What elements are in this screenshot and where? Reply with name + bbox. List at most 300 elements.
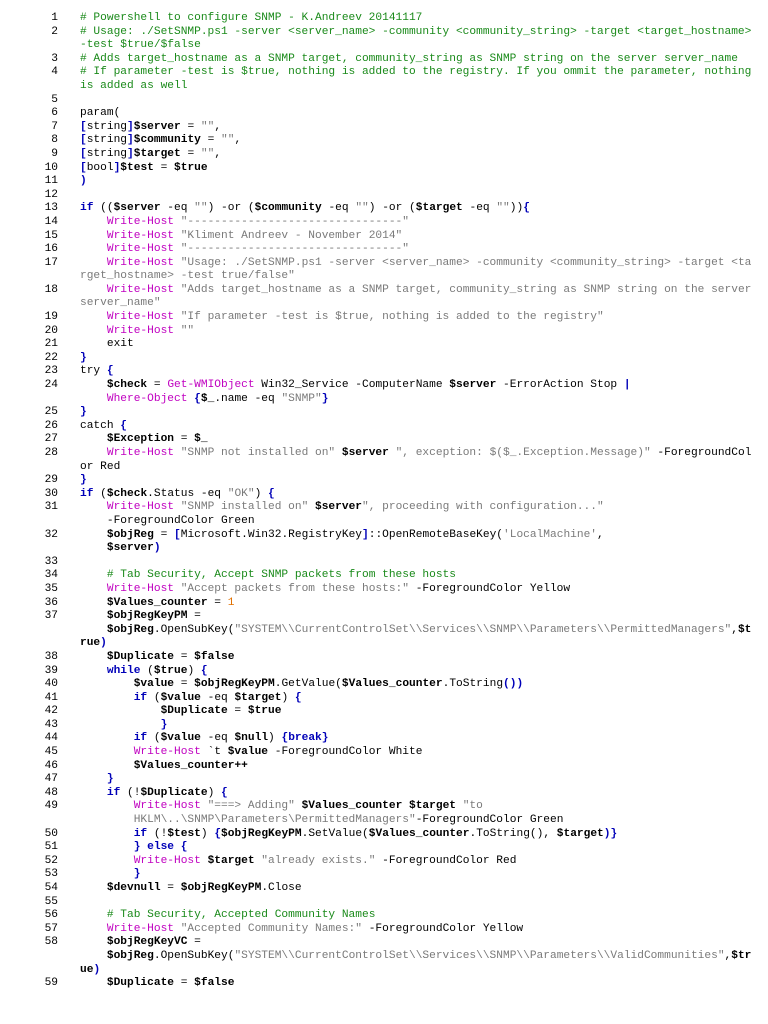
line-text [80,488,754,502]
code-token: ( [140,664,154,677]
line-text [80,12,754,26]
line-number: 44 [44,732,58,745]
code-listing [0,12,768,991]
code-token: ", proceeding with configuration..." [362,501,604,514]
code-token: = [207,596,228,609]
code-token: $test [120,161,154,174]
code-line [0,257,768,284]
code-token: .Status -eq [147,487,228,500]
line-text [80,325,754,339]
line-text [80,420,754,434]
line-number: 40 [44,678,58,691]
code-line [0,311,768,325]
code-token [174,230,181,242]
code-token [80,800,134,812]
code-line [0,148,768,162]
code-line [0,162,768,176]
code-token: "--------------------------------" [180,243,409,256]
line-number: 21 [44,338,58,351]
line-number: 43 [44,718,58,731]
code-token: = [153,528,175,541]
line-number: 29 [44,474,58,487]
code-token: ) [254,487,269,500]
code-token: Write-Host [106,501,174,514]
code-token: { [523,202,530,215]
code-token: if [80,487,94,500]
code-token [80,787,107,799]
code-token [80,651,107,663]
code-token: ) [80,175,87,188]
code-token: $check [106,379,148,392]
line-text [80,202,754,216]
code-token [80,216,107,228]
line-text [80,556,754,570]
code-token: "" [200,147,215,160]
code-token: "" [180,324,195,337]
line-number: 35 [44,582,58,595]
code-token: $_ [194,433,208,446]
code-token: -eq [321,202,356,215]
line-number: 16 [44,243,58,256]
code-token: Write-Host [106,229,174,242]
code-token: = [153,161,175,174]
code-line [0,705,768,719]
code-token: = [174,433,195,446]
code-token [174,284,181,296]
code-token [80,447,107,459]
code-line [0,243,768,257]
code-token: { [221,786,228,799]
code-token: $server [449,379,497,392]
code-token: Write-Host [106,324,174,337]
code-token: ( [93,487,107,500]
code-line [0,719,768,733]
line-number: 59 [44,977,58,990]
code-token: if [80,202,94,215]
line-text [80,760,754,774]
code-token: $true [174,161,208,174]
line-text [80,121,754,135]
code-token: $true [80,949,752,976]
code-token: "Adds target_hostname as a SNMP target, community_string as SNMP string on the server server_name" [80,283,759,310]
code-token [80,665,107,677]
code-line [0,230,768,244]
code-token [80,705,161,717]
code-line [0,923,768,937]
code-token: { [200,664,208,677]
code-token: $target [207,854,255,867]
line-text [80,923,754,937]
line-text [80,773,754,787]
code-line [0,597,768,611]
line-text [80,311,754,325]
code-token [174,325,181,337]
code-line [0,365,768,379]
code-token: -ForegroundColor Green [106,514,255,527]
code-token: -ErrorAction Stop [496,379,624,392]
code-token: $objRegKeyVC [106,936,188,949]
code-token: while [106,664,141,677]
code-token [80,325,107,337]
code-line [0,882,768,896]
line-text [80,230,754,244]
code-token: # Usage: ./SetSNMP.ps1 -server <server_name> -community <community_string> -target <target_hostname> -test $true/$false [80,25,759,52]
line-number: 37 [44,610,58,623]
line-number: 52 [44,854,58,867]
line-number: 23 [44,365,58,378]
code-token: )) [509,202,524,215]
code-token: if [106,786,121,799]
code-token: "already exists." [261,854,376,867]
code-token [389,447,396,459]
code-token: , [234,134,242,147]
code-token [80,569,107,581]
line-text [80,569,754,583]
code-line [0,338,768,352]
code-token: $objRegKeyPM [180,882,262,894]
code-token: } [106,773,114,786]
code-token: $objRegKeyPM [106,610,188,623]
code-token: -ForegroundColor Yellow [408,582,571,595]
code-token: $Values_counter++ [133,759,248,772]
code-token: $false [194,650,235,663]
code-token: { [106,365,114,378]
code-token: Write-Host [106,922,174,935]
line-number: 24 [44,379,58,392]
code-token: { [194,392,201,405]
code-line [0,134,768,148]
code-line [0,841,768,855]
code-line [0,26,768,53]
code-token: if [133,827,148,840]
line-number: 55 [44,895,58,908]
line-number: 57 [44,922,58,935]
line-number: 9 [51,147,58,160]
line-text [80,651,754,665]
code-token: { [268,487,275,500]
line-text [80,107,754,121]
code-token: Microsoft.Win32.RegistryKey [180,528,363,541]
code-token: -ForegroundColor Green [415,814,564,827]
code-token: "" [221,134,235,147]
line-text [80,94,754,108]
line-number: 47 [44,773,58,786]
line-text [80,529,754,556]
code-token: -ForegroundColor Red [80,447,752,473]
code-token: "" [496,202,510,215]
code-token: "" [200,120,215,133]
code-line [0,787,768,801]
code-token: ) [200,827,215,840]
code-token: = [160,882,181,894]
code-token: $objRegKeyPM [221,827,302,840]
line-number: 15 [44,229,58,242]
line-text [80,243,754,257]
code-token: $value [133,678,175,691]
code-token: } [80,406,87,419]
code-line [0,746,768,760]
line-text [80,189,754,203]
code-token: ) [100,637,107,650]
code-token: ) [268,732,282,745]
line-number: 48 [44,786,58,799]
code-token: Write-Host [133,854,201,867]
line-number: 14 [44,215,58,228]
line-text [80,855,754,869]
code-token: Write-Host [106,582,174,595]
code-line [0,189,768,203]
code-token: = [174,977,195,990]
code-line [0,12,768,26]
code-line [0,107,768,121]
line-number: 1 [51,12,58,24]
code-token: $null [234,732,269,745]
code-token [80,760,134,772]
code-token: , [214,147,222,160]
code-line [0,977,768,991]
line-number: 33 [44,555,58,568]
code-token [174,923,181,935]
code-line [0,909,768,923]
line-text [80,705,754,719]
line-number: 53 [44,868,58,881]
line-text [80,148,754,162]
code-line [0,175,768,189]
code-token: $server [341,447,389,459]
code-line [0,896,768,910]
code-token: $Values_counter [368,827,470,840]
code-token [80,841,134,853]
line-text [80,610,754,651]
code-line [0,665,768,679]
code-token: .Close [261,882,302,894]
line-text [80,936,754,977]
code-token: ] [127,134,134,147]
code-token [174,501,181,513]
code-token: [ [80,134,87,147]
code-token [174,216,181,228]
code-token: .GetValue( [274,678,342,691]
line-text [80,66,759,93]
code-token: [ [80,120,87,133]
line-text [80,134,754,148]
code-token: } else { [133,841,188,854]
code-token [80,868,134,880]
code-token [295,800,302,812]
code-token: .OpenSubKey( [153,949,235,962]
code-token: -eq [200,691,235,704]
code-line [0,692,768,706]
code-token [80,977,107,989]
code-token: $Duplicate [106,650,174,663]
code-token: "--------------------------------" [180,215,409,228]
code-token: = [174,678,195,691]
code-line [0,855,768,869]
code-token: # Powershell to configure SNMP - K.Andreev 20141117 [80,12,423,24]
line-number: 58 [44,936,58,949]
line-text [80,732,754,746]
code-token [80,882,107,894]
code-token: "Accept packets from these hosts:" [180,582,409,595]
code-token: -ForegroundColor White [268,746,423,759]
code-line [0,216,768,230]
code-token: $devnull [106,882,161,894]
code-token: param( [80,107,121,120]
code-token: $Values_counter [106,596,208,609]
code-token [80,433,107,445]
code-token: "SNMP installed on" [180,501,309,514]
line-number: 38 [44,650,58,663]
code-token [335,447,342,459]
code-token: -eq [160,202,195,215]
code-token: = [227,705,248,718]
line-number: 18 [44,283,58,296]
code-token: [ [174,528,181,541]
code-token: Write-Host [106,243,174,256]
code-token: $server [113,202,161,215]
code-token: , [214,120,222,133]
line-number: 41 [44,691,58,704]
code-token: ) [207,786,222,799]
line-number: 10 [44,161,58,174]
code-token: if [133,732,148,745]
code-token: $community [133,134,201,147]
code-token: $target [234,691,282,704]
code-token: $objReg [106,623,154,636]
code-token: $value [160,691,201,704]
line-text [80,365,754,379]
code-token: , [724,949,732,962]
code-token: ::OpenRemoteBaseKey( [368,528,504,541]
code-token: Write-Host [106,215,174,228]
line-text [80,583,754,597]
line-text [80,719,754,733]
line-text [80,338,754,352]
line-number: 3 [51,52,58,65]
code-token: $_ [200,392,215,405]
line-number: 56 [44,909,58,922]
code-line [0,94,768,108]
code-token: "===> Adding" [207,800,295,813]
code-token: "Usage: ./SetSNMP.ps1 -server <server_name> -community <community_string> -target <target_hostname> -test true/false" [80,256,752,283]
code-token: bool [86,161,114,174]
code-line [0,53,768,67]
code-token: $check [106,487,148,500]
line-text [80,909,754,923]
line-number: 36 [44,596,58,609]
line-text [80,882,754,896]
code-token: { [120,419,128,432]
code-token: $objRegKeyPM [194,678,275,691]
line-text [80,433,754,447]
code-token: "Accepted Community Names:" [180,922,362,935]
code-token: # Adds target_hostname as a SNMP target, community_string as SNMP string on the server server_name [80,52,738,65]
code-token: "" [194,202,208,215]
line-number: 39 [44,664,58,677]
line-number: 20 [44,324,58,337]
code-token [80,909,107,921]
code-token [80,828,134,840]
line-number: 28 [44,447,58,459]
line-text [80,53,754,67]
code-line [0,678,768,692]
code-token: } [160,718,168,731]
code-token: = [200,134,222,147]
line-number: 42 [44,705,58,718]
code-token: Write-Host [106,283,174,296]
code-token: } [321,392,329,405]
line-text [80,25,759,53]
code-line [0,651,768,665]
line-number: 51 [44,841,58,854]
code-token [80,773,107,785]
line-text [80,977,754,991]
line-number: 12 [44,188,58,201]
code-token: exit [80,338,134,351]
code-token: "SNMP" [281,392,322,405]
code-token: = [147,379,168,392]
line-number: 54 [44,882,58,894]
code-token: } [80,474,87,487]
code-token: "to HKLM\..\SNMP\Parameters\PermittedManagers" [133,800,483,827]
line-text [80,283,759,311]
code-line [0,325,768,339]
code-token [80,936,107,948]
code-token: $target [415,202,463,215]
line-text [80,257,754,284]
code-token: if [133,691,148,704]
code-token: -eq [462,202,497,215]
code-token: string [86,147,128,160]
code-token [80,243,107,255]
code-token: )} [603,827,618,840]
code-token: {break} [281,732,329,745]
code-token [80,597,107,609]
code-token: $test [167,827,201,840]
line-number: 8 [51,134,58,147]
code-token: { [294,691,302,704]
code-token [80,501,107,513]
line-number: 13 [44,202,58,215]
code-token: $target [133,147,181,160]
code-token: ] [362,528,369,541]
line-number: 11 [44,175,58,188]
line-number: 34 [44,569,58,582]
code-token: -ForegroundColor Red [375,854,517,867]
line-text [80,828,754,842]
code-token: } [133,868,141,881]
code-token [80,529,107,541]
line-number: 5 [51,93,58,106]
code-token: -eq [200,732,235,745]
code-line [0,773,768,787]
code-token: Get-WMIObject [167,379,255,392]
code-token [174,447,181,459]
code-token: | [623,379,631,392]
line-text [80,474,754,488]
line-text [80,352,754,366]
code-token: .ToString [442,678,504,691]
code-token: catch [80,419,121,432]
line-number: 27 [44,433,58,446]
code-token: $value [160,732,201,745]
code-token: { [214,827,222,840]
code-token: "If parameter -test is $true, nothing is added to the registry" [180,311,604,324]
code-line [0,828,768,842]
code-token: = [174,650,195,663]
code-token: "SYSTEM\\CurrentControlSet\\Services\\SNMP\\Parameters\\PermittedManagers" [234,623,732,636]
code-token: ) [281,691,295,704]
